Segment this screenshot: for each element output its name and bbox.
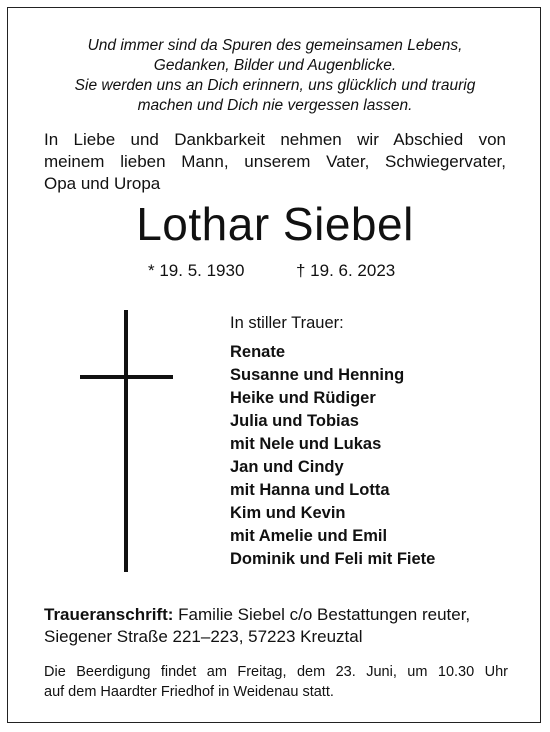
- mourner-entry: [230, 341, 435, 364]
- mourner-line: mit Hanna und Lotta: [230, 481, 390, 499]
- address-line: Siegener Straße 221–223, 57223 Kreuztal: [44, 627, 363, 646]
- intro-line: In Liebe und Dankbarkeit nehmen wir Abschied von: [44, 130, 506, 149]
- poem-line: Und immer sind da Spuren des gemeinsamen Lebens,: [87, 37, 463, 54]
- deceased-name: Lothar Siebel: [136, 198, 414, 250]
- address-text: Familie Siebel c/o Bestattungen reuter,: [173, 605, 471, 624]
- address-line: [44, 604, 508, 626]
- funeral-line: auf dem Haardter Friedhof in Weidenau statt.: [44, 684, 334, 700]
- mourner-entry: [230, 410, 435, 456]
- mourner-line: mit Nele und Lukas: [230, 435, 382, 453]
- birth-date: * 19. 5. 1930: [148, 261, 245, 280]
- intro-text: [44, 129, 506, 195]
- mourner-line: Dominik und Feli mit Fiete: [230, 550, 436, 568]
- funeral-line: Die Beerdigung findet am Freitag, dem 23. Juni, um 10.30 Uhr: [44, 664, 508, 680]
- mourner-line: Susanne und Henning: [230, 366, 405, 384]
- mourning-address: [44, 604, 508, 648]
- mourner-entry: [230, 456, 435, 502]
- poem: [8, 36, 542, 116]
- mourner-entry: [230, 364, 435, 387]
- mourner-entry: [230, 548, 435, 571]
- funeral-notice: [44, 662, 508, 702]
- intro-line: Opa und Uropa: [44, 174, 161, 193]
- mourner-entry: [230, 387, 435, 410]
- mourner-entry: [230, 502, 435, 548]
- mourner-line: Kim und Kevin: [230, 504, 346, 522]
- poem-line: machen und Dich nie vergessen lassen.: [137, 97, 413, 114]
- mourner-line: Renate: [230, 343, 286, 361]
- address-label: Traueranschrift:: [44, 605, 174, 624]
- mourner-line: Jan und Cindy: [230, 458, 344, 476]
- cross-horizontal-bar: [80, 375, 173, 379]
- obituary-card: [7, 7, 541, 723]
- mourner-line: mit Amelie und Emil: [230, 527, 388, 545]
- cross-vertical-bar: [124, 310, 128, 572]
- mourner-line: Julia und Tobias: [230, 412, 359, 430]
- mourners-heading: In stiller Trauer:: [230, 314, 344, 332]
- poem-line: Gedanken, Bilder und Augenblicke.: [153, 57, 397, 74]
- mourner-line: Heike und Rüdiger: [230, 389, 376, 407]
- death-date: † 19. 6. 2023: [296, 261, 396, 280]
- mourners-list: [230, 341, 435, 571]
- intro-line: meinem lieben Mann, unserem Vater, Schwiegervater,: [44, 152, 506, 171]
- poem-line: Sie werden uns an Dich erinnern, uns glücklich und traurig: [74, 77, 476, 94]
